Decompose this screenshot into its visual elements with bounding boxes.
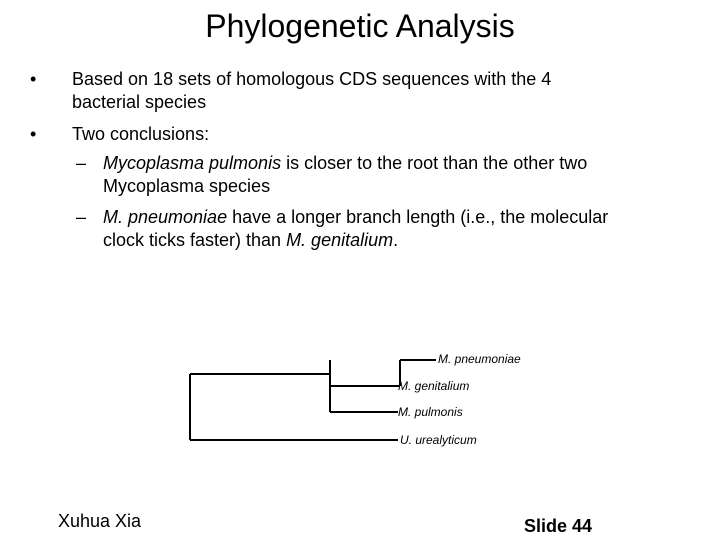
bullet-marker: • — [30, 69, 37, 89]
bullet-text — [72, 123, 209, 146]
species-name: M. pneumoniae — [103, 207, 228, 227]
sub-bullet-line-end: . — [393, 230, 399, 250]
bullet-text — [72, 68, 551, 114]
sub-bullet-line-text: clock ticks faster) than — [103, 230, 287, 250]
sub-bullet-marker: – — [76, 207, 87, 227]
leaf-label-m-genitalium: M. genitalium — [398, 379, 470, 393]
slide-title: Phylogenetic Analysis — [205, 8, 515, 44]
sub-bullet-line — [103, 206, 608, 229]
slide-number: Slide 44 — [524, 516, 593, 536]
bullet-line: bacterial species — [72, 92, 207, 112]
species-name: M. genitalium — [286, 230, 394, 250]
sub-bullet-text — [103, 206, 608, 252]
bullet-line: Two conclusions: — [72, 124, 210, 144]
bullet-line: Based on 18 sets of homologous CDS sequences with the 4 — [72, 69, 552, 89]
sub-bullet-text — [103, 152, 587, 198]
leaf-label-u-urealyticum: U. urealyticum — [400, 433, 477, 447]
bullet-marker: • — [30, 124, 37, 144]
phylogenetic-tree — [170, 340, 530, 450]
sub-bullet-marker: – — [76, 153, 87, 173]
sub-bullet-line-text: have a longer branch length (i.e., the molecular — [227, 207, 609, 227]
sub-bullet-line — [103, 229, 608, 252]
leaf-label-m-pulmonis: M. pulmonis — [398, 405, 463, 419]
sub-bullet-line: Mycoplasma species — [103, 176, 271, 196]
sub-bullet-line — [103, 152, 587, 175]
leaf-label-m-pneumoniae: M. pneumoniae — [438, 352, 521, 366]
species-name: Mycoplasma pulmonis — [103, 153, 282, 173]
sub-bullet-line-text: is closer to the root than the other two — [281, 153, 588, 173]
author-name: Xuhua Xia — [58, 511, 142, 531]
